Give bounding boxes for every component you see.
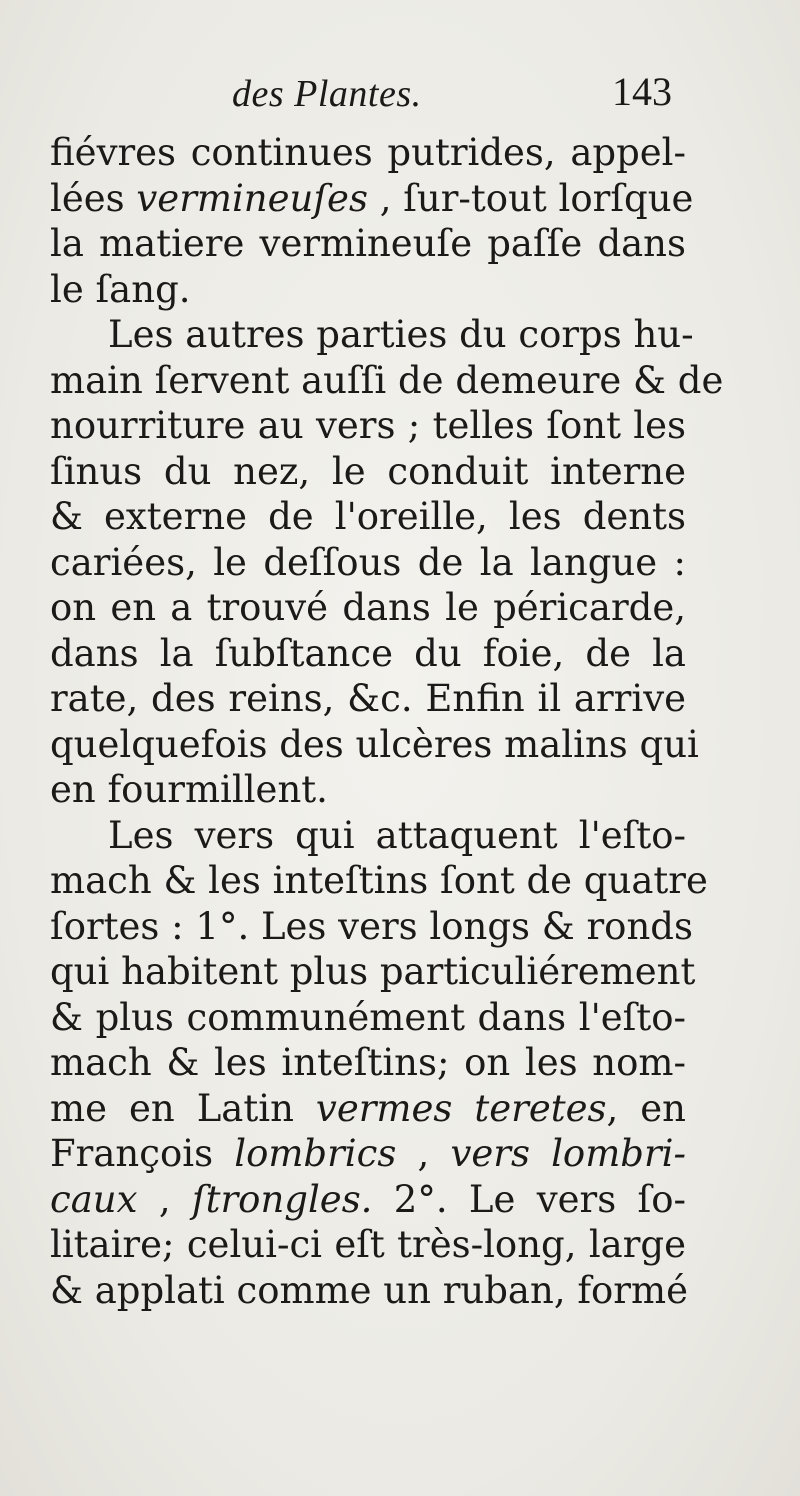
italic-term: vermes teretes xyxy=(315,1086,607,1130)
text-segment: cariées, le deſſous de la langue : xyxy=(50,540,686,584)
italic-term: lombrics xyxy=(234,1132,397,1175)
text-segment: qui habitent plus particuliérement xyxy=(50,950,696,993)
text-line xyxy=(50,767,686,813)
text-segment: lées xyxy=(50,176,137,220)
text-segment: Les autres parties du corps hu- xyxy=(108,313,694,356)
text-segment: , xyxy=(396,1132,451,1175)
text-segment: ſinus du nez, le conduit interne xyxy=(50,449,686,493)
text-segment: Les vers qui attaquent l'eſto- xyxy=(108,813,686,857)
text-line xyxy=(50,358,724,404)
text-line xyxy=(50,813,686,859)
text-line xyxy=(50,130,686,176)
body-text xyxy=(50,130,724,1313)
text-segment: & applati comme un ruban, formé xyxy=(50,1268,688,1312)
text-line xyxy=(50,267,686,313)
page-number: 143 xyxy=(612,69,672,114)
text-segment: la matiere vermineuſe paſſe dans xyxy=(50,222,686,265)
text-line xyxy=(50,1131,686,1177)
italic-term: ſtrongles. xyxy=(191,1177,373,1221)
text-segment: en fourmillent. xyxy=(50,768,328,811)
text-segment: & externe de l'oreille, les dents xyxy=(50,495,686,538)
text-line xyxy=(50,676,686,722)
text-line xyxy=(50,540,686,586)
text-line xyxy=(50,949,696,995)
text-segment: dans la ſubſtance du foie, de la xyxy=(50,631,686,675)
text-segment: rate, des reins, &c. Enfin il arrive xyxy=(50,677,686,720)
text-segment: me en Latin xyxy=(50,1086,316,1130)
text-segment: & plus communément dans l'eſto- xyxy=(50,995,686,1039)
text-line xyxy=(50,449,686,495)
text-line xyxy=(50,1086,686,1132)
text-segment: , en xyxy=(606,1086,687,1130)
text-line xyxy=(50,585,686,631)
text-line xyxy=(50,403,686,449)
text-segment: , ſur-tout lorſque xyxy=(367,176,694,220)
text-segment: mach & les inteſtins; on les nom- xyxy=(50,1041,686,1084)
text-segment: le ſang. xyxy=(50,267,191,311)
text-segment: fiévres continues putrides, appel- xyxy=(50,131,686,174)
text-line xyxy=(50,312,694,358)
text-segment: quelquefois des ulcères malins qui xyxy=(50,722,699,766)
paragraph xyxy=(50,813,708,1314)
paragraph xyxy=(50,130,694,312)
text-segment: nourriture au vers ; telles ſont les xyxy=(50,404,686,447)
paragraph xyxy=(50,312,724,813)
text-line xyxy=(50,995,686,1041)
text-line xyxy=(50,494,686,540)
text-line xyxy=(50,722,699,768)
text-segment: main ſervent auſſi de demeure & de xyxy=(50,358,724,402)
text-line xyxy=(50,221,686,267)
text-line xyxy=(50,176,694,222)
text-segment: François xyxy=(50,1132,235,1175)
text-line xyxy=(50,858,708,904)
text-line xyxy=(50,1268,686,1314)
page-header xyxy=(232,62,672,122)
italic-term: vers lombri- xyxy=(450,1132,686,1175)
text-line xyxy=(50,1222,686,1268)
text-line xyxy=(50,631,686,677)
running-title: des Plantes. xyxy=(232,73,422,115)
text-segment: on en a trouvé dans le péricarde, xyxy=(50,586,686,629)
text-line xyxy=(50,1177,686,1223)
text-segment: 2°. Le vers ſo- xyxy=(372,1177,686,1221)
text-segment: , xyxy=(137,1177,192,1221)
italic-term: vermineuſes xyxy=(136,176,368,220)
text-line xyxy=(50,1040,686,1086)
text-segment: mach & les inteſtins ſont de quatre xyxy=(50,859,708,902)
text-segment: litaire; celui-ci eſt très-long, large xyxy=(50,1223,686,1266)
text-segment: ſortes : 1°. Les vers longs & ronds xyxy=(50,904,693,948)
italic-term: caux xyxy=(50,1177,138,1221)
text-line xyxy=(50,904,693,950)
